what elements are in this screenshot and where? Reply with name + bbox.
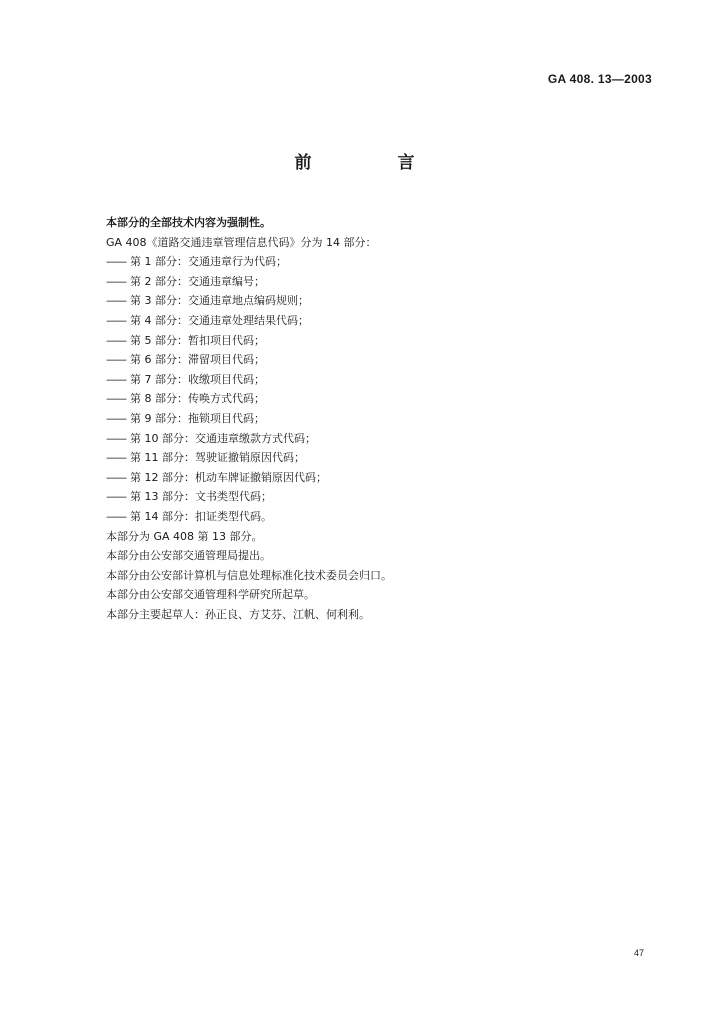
list-dash: —— bbox=[106, 431, 126, 445]
list-item-text: 第 5 部分：暂扣项目代码； bbox=[130, 333, 265, 347]
list-item-text: 第 2 部分：交通违章编号； bbox=[130, 274, 265, 288]
list-item bbox=[106, 272, 626, 292]
list-item bbox=[106, 350, 626, 370]
list-dash: —— bbox=[106, 333, 126, 347]
parts-list bbox=[106, 252, 626, 526]
list-item-text: 第 6 部分：滞留项目代码； bbox=[130, 353, 265, 367]
list-item-text: 第 8 部分：传唤方式代码； bbox=[130, 392, 265, 406]
list-item-text: 第 10 部分：交通违章缴款方式代码； bbox=[130, 431, 316, 445]
list-dash: —— bbox=[106, 274, 126, 288]
list-item-text: 第 9 部分：拖锁项目代码； bbox=[130, 411, 265, 425]
list-item bbox=[106, 507, 626, 527]
page-title: 前 言 bbox=[294, 153, 455, 173]
list-dash: —— bbox=[106, 509, 126, 523]
list-item bbox=[106, 468, 626, 488]
list-dash: —— bbox=[106, 392, 126, 406]
list-item bbox=[106, 487, 626, 507]
document-body bbox=[106, 213, 626, 624]
drafted-by-statement: 本部分由公安部交通管理科学研究所起草。 bbox=[106, 588, 315, 602]
list-item bbox=[106, 389, 626, 409]
part-statement: 本部分为 GA 408 第 13 部分。 bbox=[106, 529, 263, 543]
list-item bbox=[106, 409, 626, 429]
list-item-text: 第 4 部分：交通违章处理结果代码； bbox=[130, 313, 309, 327]
list-item-text: 第 1 部分：交通违章行为代码； bbox=[130, 255, 287, 269]
standard-number: GA 408. 13—2003 bbox=[547, 72, 652, 86]
list-item-text: 第 12 部分：机动车牌证撤销原因代码； bbox=[130, 470, 327, 484]
list-item bbox=[106, 370, 626, 390]
list-dash: —— bbox=[106, 255, 126, 269]
drafters-statement: 本部分主要起草人：孙正良、方艾芬、江帆、何利利。 bbox=[106, 607, 370, 621]
list-item-text: 第 14 部分：扣证类型代码。 bbox=[130, 509, 272, 523]
list-dash: —— bbox=[106, 411, 126, 425]
list-item bbox=[106, 311, 626, 331]
list-item bbox=[106, 448, 626, 468]
centralized-by-statement: 本部分由公安部计算机与信息处理标准化技术委员会归口。 bbox=[106, 568, 392, 582]
proposed-by-statement: 本部分由公安部交通管理局提出。 bbox=[106, 549, 271, 563]
list-item-text: 第 11 部分：驾驶证撤销原因代码； bbox=[130, 451, 305, 465]
list-item-text: 第 3 部分：交通违章地点编码规则； bbox=[130, 294, 309, 308]
intro-paragraph: GA 408《道路交通违章管理信息代码》分为 14 部分： bbox=[106, 235, 377, 249]
list-dash: —— bbox=[106, 294, 126, 308]
list-item bbox=[106, 331, 626, 351]
list-dash: —— bbox=[106, 470, 126, 484]
list-item-text: 第 7 部分：收缴项目代码； bbox=[130, 372, 265, 386]
list-item bbox=[106, 291, 626, 311]
list-item bbox=[106, 252, 626, 272]
list-dash: —— bbox=[106, 451, 126, 465]
list-dash: —— bbox=[106, 490, 126, 504]
list-dash: —— bbox=[106, 313, 126, 327]
list-dash: —— bbox=[106, 372, 126, 386]
list-item-text: 第 13 部分：文书类型代码； bbox=[130, 490, 272, 504]
mandatory-statement: 本部分的全部技术内容为强制性。 bbox=[106, 216, 271, 229]
list-dash: —— bbox=[106, 353, 126, 367]
page-number: 47 bbox=[633, 948, 644, 958]
list-item bbox=[106, 429, 626, 449]
